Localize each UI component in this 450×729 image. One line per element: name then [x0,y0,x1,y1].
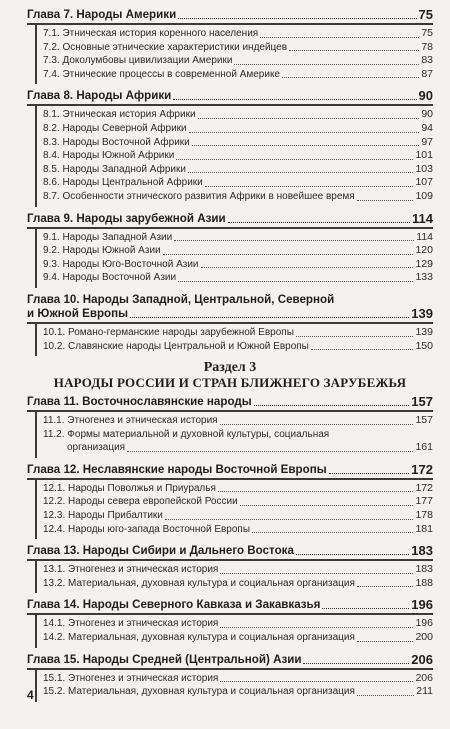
subsection-title: 10.2. Славянские народы Центральной и Южной Европы [43,340,309,352]
chapter-heading [27,598,433,615]
subsection-entry[interactable] [43,27,433,41]
subsection-entry[interactable] [43,326,433,340]
dot-leader [201,267,414,268]
subsection-entry[interactable] [43,340,433,354]
subsection-entry[interactable] [43,41,433,55]
subsection-entry[interactable] [43,563,433,577]
subsection-entry[interactable] [43,482,433,496]
chapter-heading [27,89,433,106]
subsection-title-line2: организация [67,442,126,454]
dot-leader [220,573,413,574]
chapter-title-line1: Глава 10. Народы Западной, Центральной, Северной [27,292,335,306]
chapter-page: 196 [411,597,433,613]
page-number: 4 [27,688,34,702]
subsection-list [35,561,433,593]
subsection-entry[interactable] [43,685,433,699]
subsection-entry[interactable] [43,163,433,177]
dot-leader [228,222,410,223]
dot-leader [289,50,419,51]
chapter-title: Глава 9. Народы зарубежной Азии [27,211,226,225]
subsection-page: 78 [421,40,433,53]
subsection-entry[interactable] [43,149,433,163]
subsection-title: 12.4. Народы юго-запада Восточной Европы [43,523,251,535]
subsection-page: 103 [415,162,433,175]
subsection-list [35,670,433,702]
subsection-title: 8.6. Народы Центральной Африки [43,177,203,189]
chapter-page: 75 [418,7,433,22]
subsection-list [35,106,433,206]
subsection-page: 107 [415,176,433,189]
subsection-page: 161 [415,441,433,454]
subsection-title: 7.3. Доколумбовы цивилизации Америки [43,55,233,67]
toc-chapter[interactable] [27,8,433,84]
dot-leader [260,37,419,38]
subsection-page: 87 [421,67,433,80]
dot-leader [357,586,414,587]
chapter-title: Глава 13. Народы Сибири и Дальнего Востока [27,544,294,558]
subsection-page: 114 [416,230,433,243]
chapter-page: 172 [411,461,433,477]
subsection-page: 139 [415,325,433,338]
chapter-page: 90 [418,88,433,104]
toc-chapter[interactable] [27,89,433,206]
toc-chapter-11[interactable] [27,395,433,458]
dot-leader [205,186,414,187]
subsection-entry[interactable] [43,577,433,591]
dot-leader [357,200,414,201]
subsection-entry[interactable] [43,428,433,455]
subsection-entry[interactable] [43,617,433,631]
subsection-entry[interactable] [43,271,433,285]
dot-leader [357,641,414,642]
subsection-title: 13.2. Материальная, духовная культура и социальная организация [43,577,355,589]
subsection-page: 178 [415,509,433,522]
subsection-entry[interactable] [43,509,433,523]
subsection-entry[interactable] [43,176,433,190]
dot-leader [282,77,419,78]
toc-chapter[interactable] [27,653,433,702]
dot-leader [127,451,413,452]
chapter-heading [27,544,433,561]
subsection-entry[interactable] [43,136,433,150]
dot-leader [322,608,409,609]
chapter-title: Глава 15. Народы Средней (Центральной) Азии [27,652,302,666]
subsection-entry[interactable] [43,258,433,272]
subsection-title: 11.1. Этногенез и этническая история [43,415,218,427]
subsection-page: 183 [415,563,433,576]
subsection-page: 181 [415,522,433,535]
dot-leader [174,240,414,241]
dot-leader [189,132,420,133]
toc-chapters-group-b [0,463,450,707]
subsection-title: 15.1. Этногенез и этническая история [43,672,219,684]
toc-chapter-10[interactable] [27,293,433,356]
dot-leader [198,118,420,119]
subsection-title: 15.2. Материальная, духовная культура и социальная организация [43,686,355,698]
section-number: Раздел 3 [203,360,257,376]
subsection-title-line1: 11.2. Формы материальной и духовной культуры, социальная [43,428,330,440]
toc-chapters-group-a [0,8,450,293]
subsection-entry[interactable] [43,672,433,686]
subsection-page: 211 [416,685,433,698]
chapter-title: Глава 14. Народы Северного Кавказа и Закавказья [27,598,321,612]
dot-leader [252,532,413,533]
subsection-title: 12.3. Народы Прибалтики [43,510,163,522]
chapter-title: Глава 12. Неславянские народы Восточной Европы [27,462,327,476]
subsection-list [35,480,433,539]
dot-leader [303,663,409,664]
toc-chapter[interactable] [27,598,433,647]
subsection-page: 172 [415,481,433,494]
dot-leader [234,64,419,65]
subsection-page: 196 [415,617,433,630]
subsection-page: 177 [415,495,433,508]
chapter-heading [27,293,433,324]
subsection-title: 7.2. Основные этнические характеристики индейцев [43,41,288,53]
subsection-title: 8.3. Народы Восточной Африки [43,136,190,148]
subsection-page: 129 [415,257,433,270]
subsection-entry[interactable] [43,495,433,509]
subsection-page: 109 [415,189,433,202]
subsection-entry[interactable] [43,122,433,136]
chapter-page: 206 [411,651,433,667]
subsection-page: 120 [415,244,433,257]
subsection-title: 8.1. Этническая история Африки [43,109,196,121]
subsection-title: 8.7. Особенности этнического развития Африки в новейшее время [43,190,355,202]
section-heading [27,360,433,391]
subsection-page: 200 [415,631,433,644]
chapter-heading [27,653,433,670]
chapter-page: 183 [411,543,433,559]
subsection-page: 206 [415,671,433,684]
subsection-page: 150 [415,339,433,352]
subsection-entry[interactable] [43,523,433,537]
subsection-list [35,229,433,288]
subsection-title: 12.1. Народы Поволжья и Приуралья [43,482,216,494]
subsection-page: 133 [415,271,433,284]
chapter-title: Глава 7. Народы Америки [27,8,177,21]
dot-leader [220,424,414,425]
subsection-title: 8.5. Народы Западной Африки [43,163,186,175]
subsection-list [35,25,433,84]
dot-leader [357,695,414,696]
toc-chapter[interactable] [27,463,433,539]
chapter-heading [27,8,433,25]
chapter-page: 139 [411,305,433,321]
subsection-entry[interactable] [43,231,433,245]
section-title: НАРОДЫ РОССИИ И СТРАН БЛИЖНЕГО ЗАРУБЕЖЬЯ [53,375,407,391]
subsection-page: 157 [415,414,433,427]
subsection-title: 9.3. Народы Юго-Восточной Азии [43,258,199,270]
subsection-title: 8.2. Народы Северной Африки [43,122,187,134]
subsection-title: 9.2. Народы Южной Азии [43,245,161,257]
dot-leader [165,519,414,520]
chapter-page: 157 [411,394,433,410]
subsection-page: 188 [415,576,433,589]
subsection-title: 10.1. Романо-германские народы зарубежной Европы [43,326,294,338]
subsection-entry[interactable] [43,108,433,122]
dot-leader [178,18,416,19]
subsection-entry[interactable] [43,414,433,428]
subsection-title: 9.4. Народы Восточной Азии [43,272,177,284]
dot-leader [163,254,414,255]
dot-leader [296,336,414,337]
dot-leader [296,554,409,555]
dot-leader [176,159,413,160]
dot-leader [178,281,413,282]
subsection-title: 8.4. Народы Южной Африки [43,150,175,162]
subsection-list [35,412,433,458]
subsection-title: 13.1. Этногенез и этническая история [43,564,219,576]
subsection-entry[interactable] [43,190,433,204]
subsection-page: 97 [421,135,433,148]
toc-chapter[interactable] [27,212,433,288]
chapter-heading [27,463,433,480]
subsection-list [35,324,433,356]
subsection-entry[interactable] [43,68,433,82]
dot-leader [188,172,414,173]
dot-leader [254,405,410,406]
dot-leader [192,145,420,146]
dot-leader [240,505,414,506]
subsection-page: 83 [421,54,433,67]
subsection-page: 75 [421,27,433,39]
chapter-title-line2: и Южной Европы [27,306,129,320]
subsection-title: 9.1. Народы Западной Азии [43,231,173,243]
subsection-page: 90 [421,108,433,121]
subsection-page: 94 [421,121,433,134]
dot-leader [220,681,413,682]
subsection-entry[interactable] [43,244,433,258]
subsection-title: 7.1. Этническая история коренного населения [43,28,259,39]
dot-leader [329,473,410,474]
chapter-heading [27,212,433,229]
chapter-page: 114 [412,210,433,226]
dot-leader [218,491,414,492]
chapter-title: Глава 11. Восточнославянские народы [27,395,252,409]
dot-leader [311,349,414,350]
subsection-title: 14.2. Материальная, духовная культура и социальная организация [43,632,355,644]
subsection-entry[interactable] [43,631,433,645]
toc-chapter[interactable] [27,544,433,593]
dot-leader [173,99,416,100]
subsection-title: 12.2. Народы севера европейской России [43,496,238,508]
subsection-entry[interactable] [43,54,433,68]
chapter-heading [27,395,433,412]
subsection-title: 7.4. Этнические процессы в современной Америке [43,68,280,80]
subsection-page: 101 [415,149,433,162]
subsection-title: 14.1. Этногенез и этническая история [43,618,219,630]
subsection-list [35,615,433,647]
dot-leader [130,317,409,318]
chapter-title: Глава 8. Народы Африки [27,89,172,103]
dot-leader [220,627,413,628]
